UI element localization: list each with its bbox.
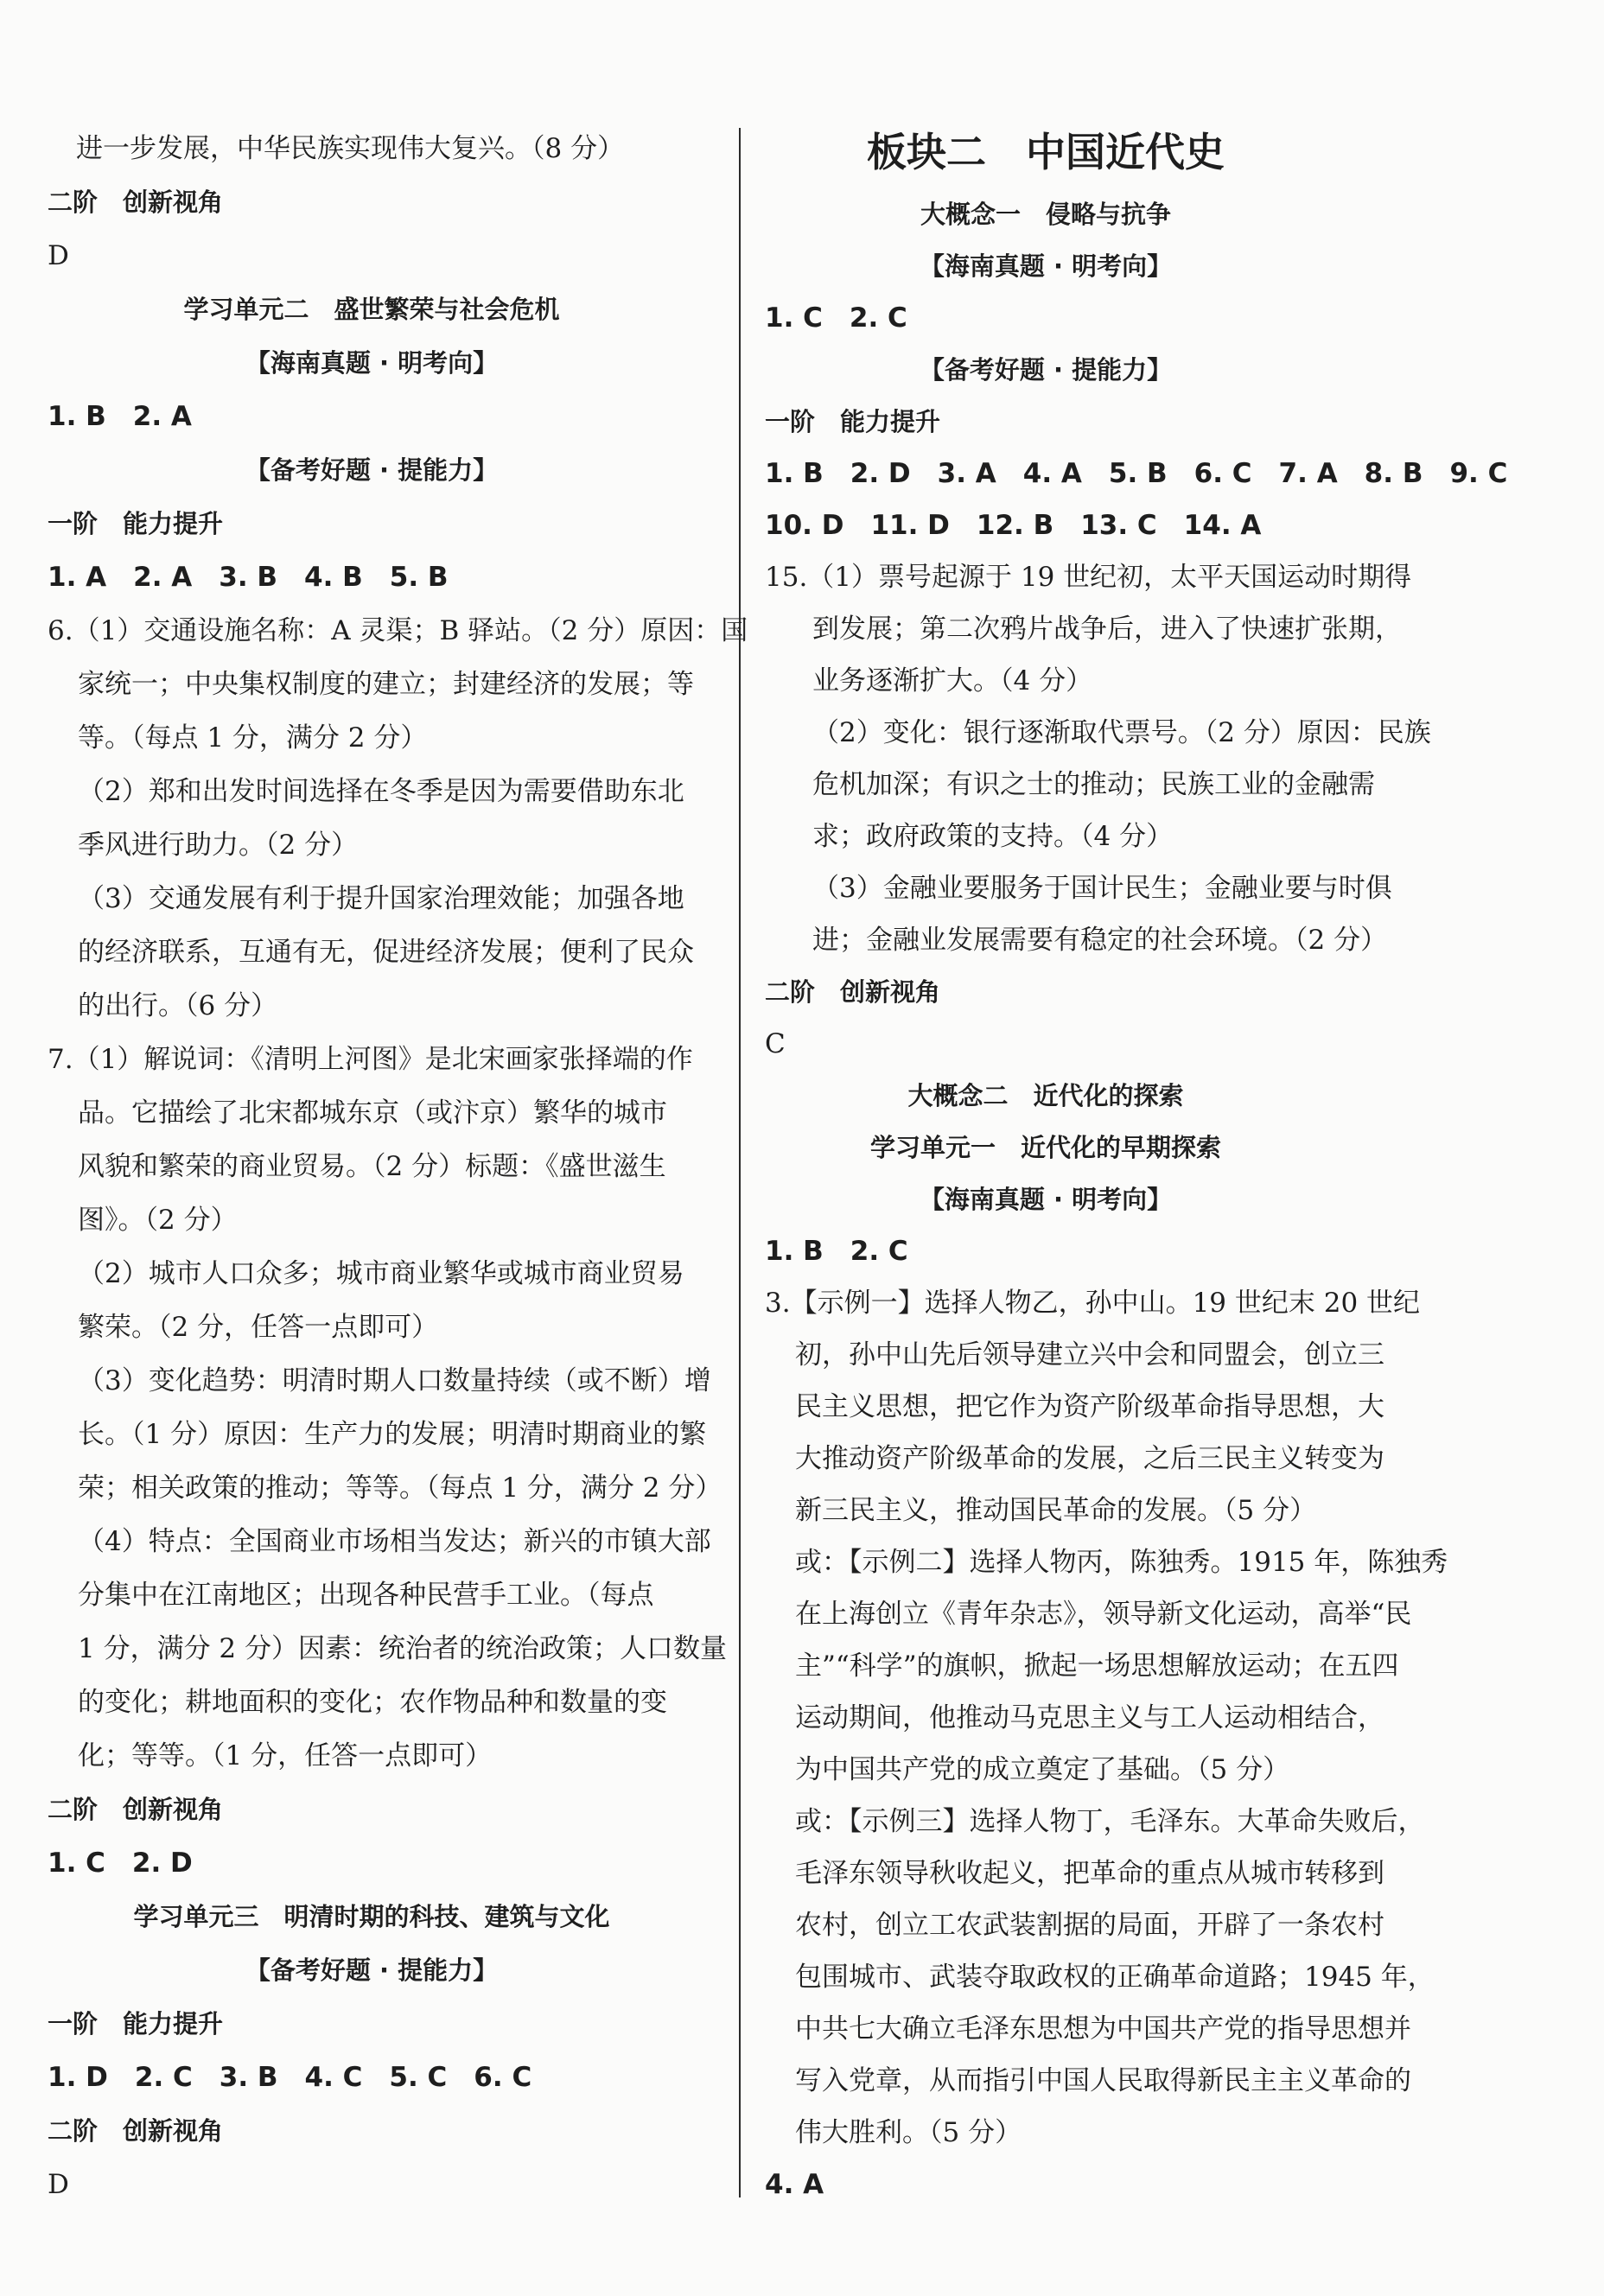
text-line: 求；政府政策的支持。（4 分） [812, 821, 1174, 852]
text-line: 等。（每点 1 分，满分 2 分） [78, 722, 428, 754]
text-line: （4）特点：全国商业市场相当发达；新兴的市镇大部 [78, 1526, 711, 1557]
subsection-heading: 【海南真题 · 明考向】 [919, 1185, 1173, 1214]
text-line: 15.（1）票号起源于 19 世纪初，太平天国运动时期得 [765, 562, 1412, 593]
text-line: 运动期间，他推动马克思主义与工人运动相结合， [795, 1702, 1384, 1733]
answer-line: 1. B 2. C [765, 1236, 908, 1267]
text-line: （2）郑和出发时间选择在冬季是因为需要借助东北 [78, 776, 684, 807]
answer-line: D [48, 2169, 69, 2200]
text-line: 繁荣。（2 分，任答一点即可） [78, 1312, 439, 1343]
text-line: 风貌和繁荣的商业贸易。（2 分）标题：《盛世滋生 [78, 1151, 666, 1182]
text-line: 主”“科学”的旗帜，掀起一场思想解放运动；在五四 [795, 1650, 1399, 1682]
section-heading: 一阶 能力提升 [765, 407, 941, 436]
text-line: 毛泽东领导秋收起义，把革命的重点从城市转移到 [795, 1858, 1384, 1889]
text-line: 民主义思想，把它作为资产阶级革命指导思想，大 [795, 1391, 1384, 1422]
unit-title: 学习单元二 盛世繁荣与社会危机 [183, 295, 560, 324]
answer-line: 10. D 11. D 12. B 13. C 14. A [765, 510, 1262, 541]
text-line: 危机加深；有识之士的推动；民族工业的金融需 [812, 769, 1375, 800]
text-line: 包围城市、武装夺取政权的正确革命道路；1945 年， [795, 1962, 1435, 1993]
answer-line: 1. C 2. C [765, 302, 907, 334]
subsection-heading: 【备考好题 · 提能力】 [245, 455, 499, 485]
section-heading: 一阶 能力提升 [48, 509, 224, 538]
text-line: 或：【示例二】选择人物丙，陈独秀。1915 年，陈独秀 [795, 1547, 1448, 1578]
subsection-heading: 【备考好题 · 提能力】 [919, 355, 1173, 385]
answer-line: 1. C 2. D [48, 1848, 193, 1879]
text-line: 3.【示例一】选择人物乙，孙中山。19 世纪末 20 世纪 [765, 1288, 1421, 1319]
text-line: 大推动资产阶级革命的发展，之后三民主义转变为 [795, 1443, 1384, 1474]
text-line: 荣；相关政策的推动；等等。（每点 1 分，满分 2 分） [78, 1472, 722, 1504]
answer-line: D [48, 240, 69, 271]
text-line: 或：【示例三】选择人物丁，毛泽东。大革命失败后， [795, 1806, 1425, 1837]
subsection-heading: 【备考好题 · 提能力】 [245, 1956, 499, 1985]
text-line: 的出行。（6 分） [78, 990, 278, 1021]
section-heading: 二阶 创新视角 [48, 188, 224, 217]
answer-line: 1. A 2. A 3. B 4. B 5. B [48, 562, 449, 593]
text-line: 家统一；中央集权制度的建立；封建经济的发展；等 [78, 669, 694, 700]
text-line: 新三民主义，推动国民革命的发展。（5 分） [795, 1495, 1317, 1526]
text-line: 1 分，满分 2 分）因素：统治者的统治政策；人口数量 [78, 1633, 728, 1664]
text-line: 为中国共产党的成立奠定了基础。（5 分） [795, 1754, 1290, 1785]
text-line: 农村，创立工农武装割据的局面，开辟了一条农村 [795, 1910, 1384, 1941]
concept-title: 大概念一 侵略与抗争 [920, 200, 1171, 229]
text-line: 伟大胜利。（5 分） [795, 2117, 1022, 2148]
unit-title: 学习单元一 近代化的早期探索 [869, 1133, 1221, 1162]
answer-line: 1. B 2. A [48, 401, 192, 432]
text-line: 6.（1）交通设施名称：A 灵渠；B 驿站。（2 分）原因：国 [48, 615, 748, 646]
answer-line: 4. A [765, 2169, 824, 2200]
section-heading: 二阶 创新视角 [48, 1795, 224, 1824]
concept-title: 大概念二 近代化的探索 [907, 1081, 1184, 1110]
text-line: 中共七大确立毛泽东思想为中国共产党的指导思想并 [795, 2013, 1411, 2045]
answer-line: 1. D 2. C 3. B 4. C 5. C 6. C [48, 2062, 532, 2093]
text-line: 初，孙中山先后领导建立兴中会和同盟会，创立三 [795, 1339, 1384, 1371]
section-heading: 二阶 创新视角 [765, 977, 941, 1007]
text-line: 分集中在江南地区；出现各种民营手工业。（每点 [78, 1580, 654, 1611]
section-heading: 二阶 创新视角 [48, 2116, 224, 2146]
block-title: 板块二 中国近代史 [867, 129, 1225, 175]
text-line: 长。（1 分）原因：生产力的发展；明清时期商业的繁 [78, 1419, 707, 1450]
text-line: 图》。（2 分） [78, 1205, 238, 1236]
subsection-heading: 【海南真题 · 明考向】 [245, 348, 499, 378]
text-line: 到发展；第二次鸦片战争后，进入了快速扩张期， [812, 614, 1402, 645]
answer-line: C [765, 1028, 786, 1059]
text-line: 进一步发展，中华民族实现伟大复兴。（8 分） [76, 133, 625, 164]
column-divider [739, 128, 741, 2197]
text-line: （3）变化趋势：明清时期人口数量持续（或不断）增 [78, 1365, 711, 1396]
answer-line: 1. B 2. D 3. A 4. A 5. B 6. C 7. A 8. B 9. C [765, 458, 1508, 489]
text-line: 在上海创立《青年杂志》，领导新文化运动，高举“民 [795, 1599, 1412, 1630]
text-line: （2）城市人口众多；城市商业繁华或城市商业贸易 [78, 1258, 684, 1289]
text-line: 季风进行助力。（2 分） [78, 830, 359, 861]
text-line: （2）变化：银行逐渐取代票号。（2 分）原因：民族 [812, 717, 1431, 748]
section-heading: 一阶 能力提升 [48, 2009, 224, 2038]
text-line: 业务逐渐扩大。（4 分） [812, 665, 1093, 696]
text-line: （3）交通发展有利于提升国家治理效能；加强各地 [78, 883, 684, 914]
text-line: 的经济联系，互通有无，促进经济发展；便利了民众 [78, 937, 694, 968]
text-line: 7.（1）解说词：《清明上河图》是北宋画家张择端的作 [48, 1044, 693, 1075]
unit-title: 学习单元三 明清时期的科技、建筑与文化 [133, 1902, 610, 1931]
text-line: 写入党章，从而指引中国人民取得新民主主义革命的 [795, 2065, 1411, 2096]
text-line: 进；金融业发展需要有稳定的社会环境。（2 分） [812, 925, 1388, 956]
text-line: 化；等等。（1 分，任答一点即可） [78, 1740, 493, 1771]
text-line: （3）金融业要服务于国计民生；金融业要与时俱 [812, 873, 1392, 904]
subsection-heading: 【海南真题 · 明考向】 [919, 251, 1173, 281]
text-line: 的变化；耕地面积的变化；农作物品种和数量的变 [78, 1687, 667, 1718]
text-line: 品。它描绘了北宋都城东京（或汴京）繁华的城市 [78, 1097, 667, 1129]
